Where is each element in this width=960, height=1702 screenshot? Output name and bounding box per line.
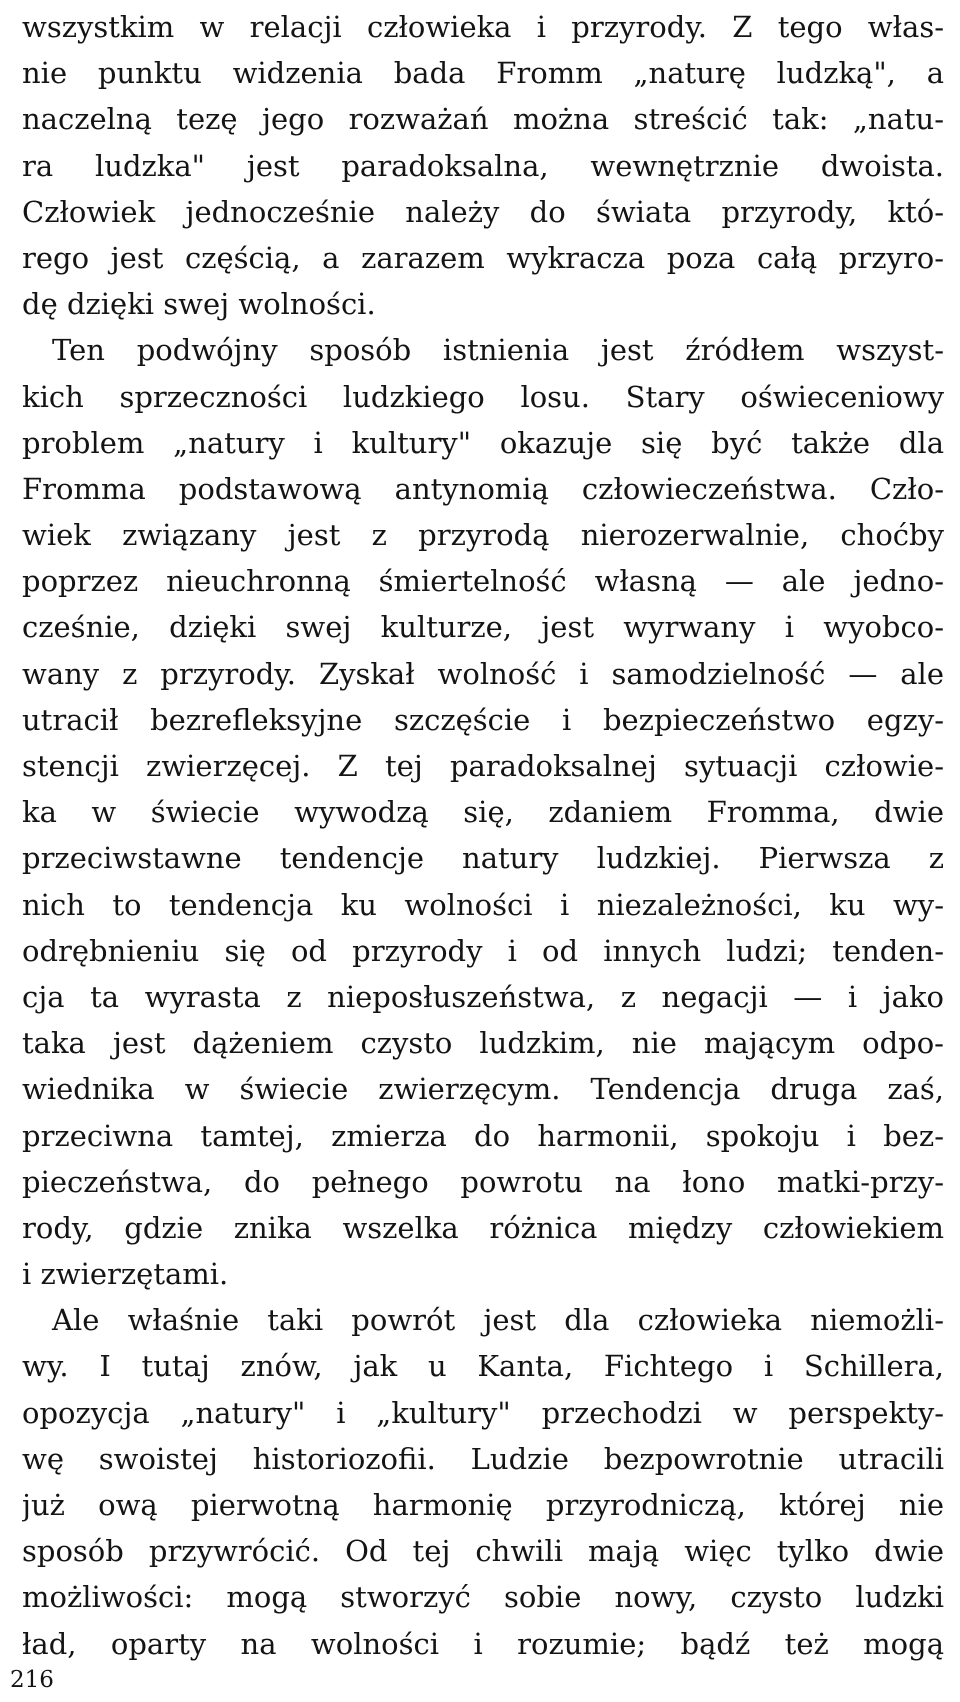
text-line: sposób przywrócić. Od tej chwili mają więc tylko dwie	[22, 1534, 944, 1569]
page-number: 216	[10, 1667, 54, 1693]
text-line: możliwości: mogą stworzyć sobie nowy, czysto ludzki	[22, 1580, 944, 1615]
text-line: naczelną tezę jego rozważań można streścić tak: „natu-	[22, 102, 944, 137]
text-line: Ten podwójny sposób istnienia jest źródłem wszyst-	[52, 333, 944, 368]
text-line: kich sprzeczności ludzkiego losu. Stary oświeceniowy	[22, 379, 944, 414]
text-line: stencji zwierzęcej. Z tej paradoksalnej sytuacji człowie-	[22, 749, 944, 783]
text-line: dę dzięki swej wolności.	[22, 287, 376, 322]
text-line: wany z przyrody. Zyskał wolność i samodzielność — ale	[22, 656, 944, 691]
text-line: wiek związany jest z przyrodą nierozerwalnie, choćby	[22, 518, 944, 553]
text-line: odrębnieniu się od przyrody i od innych ludzi; tenden-	[22, 933, 944, 968]
text-line: nie punktu widzenia bada Fromm „naturę ludzką", a	[22, 56, 944, 91]
text-line: nich to tendencja ku wolności i niezależności, ku wy-	[22, 887, 944, 922]
text-line: pieczeństwa, do pełnego powrotu na łono matki-przy-	[22, 1164, 944, 1199]
text-line: cja ta wyrasta z nieposłuszeństwa, z negacji — i jako	[22, 979, 944, 1014]
text-line: wszystkim w relacji człowieka i przyrody. Z tego włas-	[22, 10, 944, 44]
text-line: rego jest częścią, a zarazem wykracza poza całą przyro-	[22, 240, 944, 275]
text-line: taka jest dążeniem czysto ludzkim, nie mającym odpo-	[22, 1026, 944, 1061]
text-line: ład, oparty na wolności i rozumie; bądź też mogą	[22, 1626, 944, 1661]
text-line: Ale właśnie taki powrót jest dla człowieka niemożli-	[52, 1303, 944, 1338]
body-text	[22, 4, 944, 1667]
text-line: poprzez nieuchronną śmiertelność własną — ale jedno-	[22, 564, 944, 599]
text-line: Człowiek jednocześnie należy do świata przyrody, któ-	[22, 194, 944, 229]
text-line: już ową pierwotną harmonię przyrodniczą, której nie	[22, 1488, 944, 1522]
text-line: problem „natury i kultury" okazuje się być także dla	[22, 425, 944, 460]
text-line: ka w świecie wywodzą się, zdaniem Fromma, dwie	[22, 795, 944, 830]
text-line: wę swoistej historiozofii. Ludzie bezpowrotnie utracili	[22, 1441, 944, 1476]
text-line: Fromma podstawową antynomią człowieczeństwa. Czło-	[22, 471, 944, 506]
text-line: ra ludzka" jest paradoksalna, wewnętrznie dwoista.	[22, 148, 944, 183]
text-line: wiednika w świecie zwierzęcym. Tendencja druga zaś,	[22, 1072, 944, 1107]
text-line: i zwierzętami.	[22, 1257, 229, 1292]
text-line: wy. I tutaj znów, jak u Kanta, Fichtego i Schillera,	[22, 1349, 944, 1384]
text-line: opozycja „natury" i „kultury" przechodzi w perspekty-	[22, 1395, 944, 1430]
text-line: przeciwstawne tendencje natury ludzkiej. Pierwsza z	[22, 841, 944, 876]
text-line: przeciwna tamtej, zmierza do harmonii, spokoju i bez-	[22, 1118, 944, 1153]
text-line: utracił bezrefleksyjne szczęście i bezpieczeństwo egzy-	[22, 702, 944, 737]
text-line: rody, gdzie znika wszelka różnica między człowiekiem	[22, 1210, 944, 1245]
text-line: cześnie, dzięki swej kulturze, jest wyrwany i wyobco-	[22, 610, 944, 645]
